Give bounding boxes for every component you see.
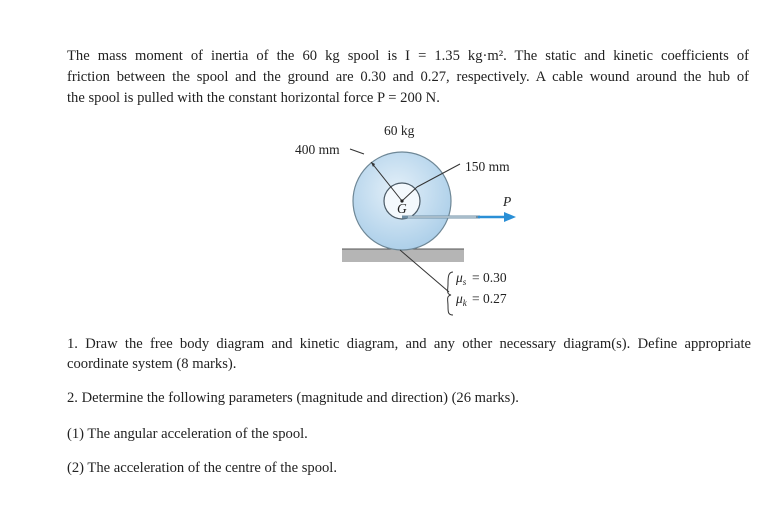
center-label: G <box>397 201 407 216</box>
friction-brace <box>448 272 453 315</box>
force-arrowhead <box>504 212 516 222</box>
ground-block <box>342 249 464 262</box>
question-1-line-1: 1. Draw the free body diagram and kinetic diagram, and any other necessary diagram(s). Define appropriate <box>67 336 751 352</box>
spool-diagram <box>280 118 540 323</box>
question-2-part-2: (2) The acceleration of the centre of the spool. <box>67 460 337 476</box>
problem-statement <box>67 46 749 109</box>
mass-label: 60 kg <box>384 123 415 138</box>
outer-radius-leader <box>350 149 364 154</box>
question-2: 2. Determine the following parameters (magnitude and direction) (26 marks). <box>67 390 519 406</box>
mu-s-symbol: $\mu_s$ <box>456 270 467 287</box>
question-1 <box>67 334 751 374</box>
mu-s-value: = 0.30 <box>472 270 507 285</box>
problem-line-1: The mass moment of inertia of the 60 kg spool is I = 1.35 kg·m². The static and kinetic coefficients of <box>67 48 749 64</box>
mu-k-symbol: $\mu_k$ <box>456 291 467 308</box>
force-label: P <box>503 194 512 209</box>
spool-figure <box>280 118 540 323</box>
outer-radius-label: 400 mm <box>295 142 340 157</box>
problem-line-2: friction between the spool and the ground are 0.30 and 0.27, respectively. A cable wound around the hub of <box>67 69 749 85</box>
inner-radius-label: 150 mm <box>465 159 510 174</box>
question-1-line-2: coordinate system (8 marks). <box>67 356 237 372</box>
mu-k-value: = 0.27 <box>472 291 507 306</box>
question-2-part-1: (1) The angular acceleration of the spool. <box>67 426 308 442</box>
problem-line-3: the spool is pulled with the constant horizontal force P = 200 N. <box>67 90 440 106</box>
